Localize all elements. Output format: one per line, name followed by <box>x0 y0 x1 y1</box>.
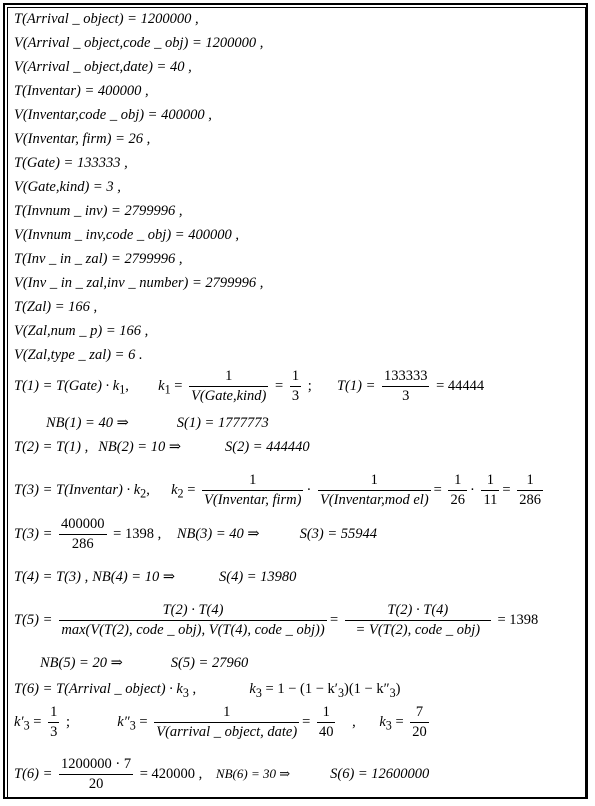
formula-t1: T(1) = T(Gate) · $k_1$, $k_1$ = 1 V(Gate,kind) = $\frac{1}{3}$ ; T(1) = $\frac{133333}{3}$ = 44444 <box>14 368 485 404</box>
decl-line: T(Inv _ in _ zal) = 2799996 , <box>14 251 183 267</box>
decl-line: T(Zal) = 166 , <box>14 299 98 315</box>
nb1-line: NB(1) = 40 ⇒ S(1) = 1777773 <box>46 415 269 431</box>
decl-line: T(Arrival _ object) = 1200000 , <box>14 11 199 27</box>
formula-t6-value: T(6) = $\frac{1200000 \cdot 7}{20}$ = 420000 , NB(6) = 30 ⇒ S(6) = 12600000 <box>14 756 430 792</box>
formula-t3: T(3) = T(Inventar) · $k_2$, $k_2$ = 1 V(Inventar, firm) · 1 V(Inventar,mod el) = $\frac{1}{26}$ · $\frac{1}{11}$ = $\frac{1}{286}$ <box>14 472 541 508</box>
decl-line: T(Inventar) = 400000 , <box>14 83 149 99</box>
decl-line: V(Inventar,code _ obj) = 400000 , <box>14 107 212 123</box>
t4-line: T(4) = T(3) , NB(4) = 10 ⇒ S(4) = 13980 <box>14 569 297 585</box>
decl-line: V(Arrival _ object,code _ obj) = 1200000 , <box>14 35 264 51</box>
decl-line: V(Zal,type _ zal) = 6 . <box>14 347 143 363</box>
t2-line: T(2) = T(1) , NB(2) = 10 ⇒ S(2) = 444440 <box>14 439 310 455</box>
decl-line: T(Gate) = 133333 , <box>14 155 128 171</box>
decl-line: V(Zal,num _ p) = 166 , <box>14 323 149 339</box>
decl-line: V(Inventar, firm) = 26 , <box>14 131 151 147</box>
decl-line: V(Invnum _ inv,code _ obj) = 400000 , <box>14 227 239 243</box>
decl-line: T(Invnum _ inv) = 2799996 , <box>14 203 183 219</box>
formula-t5: T(5) = T(2) · T(4) max(V(T(2), code _ obj), V(T(4), code _ obj)) = T(2) · T(4) = V(T(2), code _ obj) = 1398 <box>14 602 539 638</box>
formula-t3-value: T(3) = $\frac{400000}{286}$ = 1398 , NB(3) = 40 ⇒ S(3) = 55944 <box>14 516 378 552</box>
formula-t6: T(6) = T(Arrival _ object) · $k_3$ , $k_3 = 1 - (1 - k'_3)(1 - k''_3)$ <box>14 681 401 700</box>
formula-k3: $k'_3$ = $\frac{1}{3}$ ; $k''_3$ = 1 V(arrival _ object, date) = $\frac{1}{40}$ , $k_3$ = $\frac{7}{20}$ <box>14 704 427 740</box>
nb5-line: NB(5) = 20 ⇒ S(5) = 27960 <box>40 655 249 671</box>
decl-line: V(Gate,kind) = 3 , <box>14 179 121 195</box>
decl-line: V(Arrival _ object,date) = 40 , <box>14 59 192 75</box>
decl-line: V(Inv _ in _ zal,inv _ number) = 2799996 , <box>14 275 264 291</box>
